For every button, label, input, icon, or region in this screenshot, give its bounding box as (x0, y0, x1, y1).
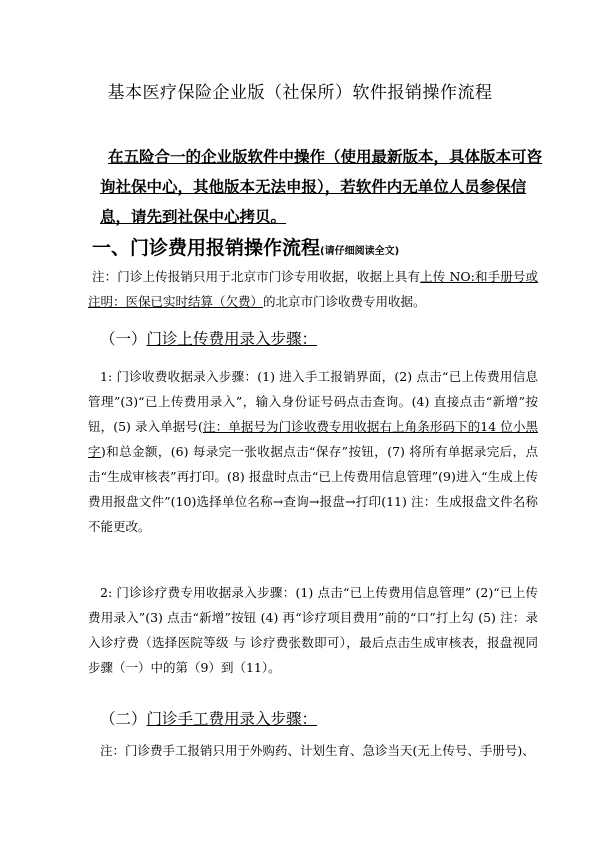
outpatient-note-text-b: 上传 NO:和手册号或注明：医保已实时结算（欠费） (88, 269, 538, 309)
subsection-prefix: （一） (100, 330, 147, 348)
subsection-heading-upload (100, 327, 317, 349)
step2-paragraph (88, 580, 538, 680)
step1-text-b: 注：单据号为门诊收费专用收据右上角条形码下的14 位小黑字 (88, 419, 538, 459)
outpatient-note-text-a: 注：门诊上传报销只用于北京市门诊专用收据，收据上具有 (92, 269, 421, 284)
section-heading-outpatient (92, 233, 399, 260)
subsection-label: 门诊手工费用录入步骤： (146, 710, 318, 728)
step1-text-c: )和总金额，(6) 每录完一张收据点击“保存”按钮，(7) 将所有单据录完后，点击“生成审核表”再打印。(8) 报盘时点击“已上传费用信息管理”(9)进入“生成上传费用报盘文件”(10)选择单位名称→查询→报盘→打印(11) 注：生成报盘文件名称不能更改。 (88, 444, 538, 534)
step1-text-a: 1: 门诊收费收据录入步骤：(1) 进入手工报销界面，(2) 点击“已上传费用信息管理”(3)“已上传费用录入”，输入身份证号码点击查询。(4) 直接点击“新增”按钮，(5) 录入单据号( (88, 369, 538, 434)
outpatient-note (88, 264, 538, 314)
manual-note (88, 738, 538, 763)
section-heading-text: 一、门诊费用报销操作流程 (92, 237, 321, 259)
manual-note-text: 注：门诊费手工报销只用于外购药、计划生育、急诊当天(无上传号、手册号)、 (100, 743, 535, 758)
subsection-heading-manual (100, 707, 317, 729)
section-heading-hint: (请仔细阅读全文) (320, 246, 400, 257)
step2-text: 2: 门诊诊疗费专用收据录入步骤：(1) 点击“已上传费用信息管理” (2)“已上传费用录入”(3) 点击“新增”按钮 (4) 再“诊疗项目费用”前的“口”打上勾 (5) 注：录入诊疗费（选择医院等级 与 诊疗费张数即可），最后点击生成审核表，报盘视同步骤（一）中的第（9）到（11）。 (88, 585, 538, 675)
intro-paragraph (100, 142, 545, 232)
intro-text: 在五险合一的企业版软件中操作（使用最新版本，具体版本可咨询社保中心，其他版本无法申报），若软件内无单位人员参保信息，请先到社保中心拷贝。 (100, 148, 543, 226)
document-title: 基本医疗保险企业版（社保所）软件报销操作流程 (107, 83, 493, 103)
step1-paragraph (88, 364, 538, 539)
outpatient-note-text-c: 的北京市门诊收费专用收据。 (263, 294, 426, 309)
subsection-label: 门诊上传费用录入步骤： (146, 330, 318, 348)
subsection-prefix: （二） (100, 710, 147, 728)
